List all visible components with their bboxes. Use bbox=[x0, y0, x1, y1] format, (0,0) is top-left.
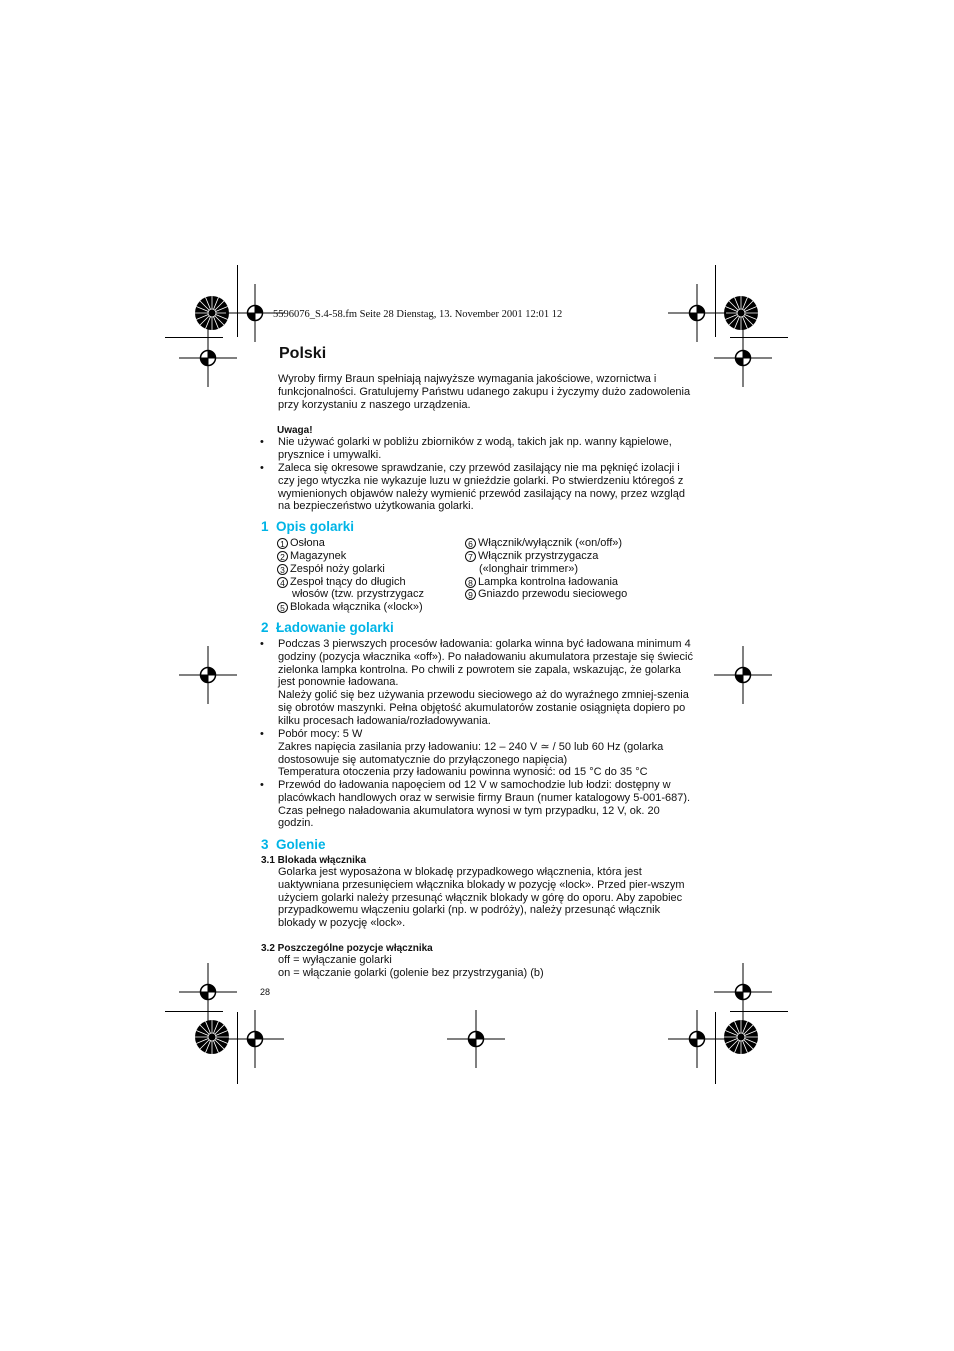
warning-item-2: Zaleca się okresowe sprawdzanie, czy przewód zasilający nie ma pęknięć izolacji i czy jego wtyczka nie wykazuje luzu w gnieździe golarki. Po stwierdzeniu któregoś z wymienionych objawów należy wymienić przewód zasilający na nowy, przez wzgląd na bezpieczeństwo użytkowania golarki. bbox=[278, 462, 685, 513]
list-item: 9 Gniazdo przewodu sieciowego bbox=[465, 588, 627, 601]
section-title: Opis golarki bbox=[276, 519, 355, 534]
page-title: Polski bbox=[279, 345, 327, 362]
bullet-marker: • bbox=[260, 462, 264, 474]
number-circle-icon: 4 bbox=[277, 577, 288, 588]
list-item: 7 Włącznik przystrzygacza bbox=[465, 550, 598, 563]
bullet-marker: • bbox=[260, 638, 264, 650]
file-header: 5596076_S.4-58.fm Seite 28 Dienstag, 13. November 2001 12:01 12 bbox=[273, 309, 563, 320]
number-circle-icon: 8 bbox=[465, 577, 476, 588]
bullet-marker: • bbox=[260, 436, 264, 448]
section-title: Golenie bbox=[276, 837, 326, 852]
section-3-heading bbox=[261, 837, 326, 852]
intro-paragraph: Wyroby firmy Braun spełniają najwyższe wymagania jakościowe, wzornictwa i funkcjonalności. Gratulujemy Państwu udanego zakupu i życzymy dużo zadowolenia przy korzystaniu z naszego urządzenia. bbox=[278, 373, 691, 411]
list-item: 5 Blokada włącznika («lock») bbox=[277, 601, 423, 614]
list-item: 4 Zespoł tnący do długich bbox=[277, 576, 406, 589]
number-circle-icon: 9 bbox=[465, 589, 476, 600]
switch-position-on: on = włączanie golarki (golenie bez przystrzygania) (b) bbox=[278, 967, 544, 979]
section-2-heading bbox=[261, 620, 394, 635]
charging-item-1: Podczas 3 pierwszych procesów ładowania: golarka winna być ładowana minimum 4 godziny (pozycja włacznika «off»). Po naładowaniu akumulatora przestaje się świecić zielonka lampka kontrolna. Po chwili z powrotem sie zapala, wskazując, że golarka jest ponownie ładowana. bbox=[278, 638, 693, 689]
section-1-heading bbox=[261, 519, 354, 534]
section-title: Ładowanie golarki bbox=[276, 620, 394, 635]
warning-item-1: Nie używać golarki w pobliżu zbiorników z wodą, takich jak np. wanny kąpielowe, prysznice i umywalki. bbox=[278, 436, 672, 461]
bullet-marker: • bbox=[260, 779, 264, 791]
charging-voltage: Zakres napięcia zasilania przy ładowaniu: 12 – 240 V ≃ / 50 lub 60 Hz (golarka dostosowuje się automatycznie do przyłączonego napięcia) bbox=[278, 741, 664, 766]
list-item: 3 Zespół noży golarki bbox=[277, 563, 385, 576]
number-circle-icon: 6 bbox=[465, 538, 476, 549]
number-circle-icon: 3 bbox=[277, 564, 288, 575]
page-number: 28 bbox=[260, 987, 271, 997]
bullet-marker: • bbox=[260, 728, 264, 740]
list-item: 8 Lampka kontrolna ładowania bbox=[465, 576, 618, 589]
section-number: 2 bbox=[261, 620, 269, 635]
subsection-3-2-title: 3.2 Poszczególne pozycje włącznika bbox=[261, 943, 433, 954]
number-circle-icon: 7 bbox=[465, 551, 476, 562]
charging-item-1-note: Należy golić się bez używania przewodu sieciowego aż do wyraźnego zmniej-szenia się obrotów maszynki. Pełna objętość akumulatorów zostanie osiągnięta dopiero po kilku procesach ładowania/rozładowywania. bbox=[278, 689, 689, 727]
charging-temperature: Temperatura otoczenia przy ładowaniu powinna wynosić: od 15 °C do 35 °C bbox=[278, 766, 648, 778]
list-item: 6 Włącznik/wyłącznik («on/off») bbox=[465, 537, 622, 550]
number-circle-icon: 1 bbox=[277, 538, 288, 549]
warning-heading: Uwaga! bbox=[277, 425, 313, 436]
number-circle-icon: 2 bbox=[277, 551, 288, 562]
list-item: 1 Osłona bbox=[277, 537, 325, 550]
list-item: 2 Magazynek bbox=[277, 550, 346, 563]
switch-position-off: off = wyłączanie golarki bbox=[278, 954, 392, 966]
list-item-continuation: («longhair trimmer») bbox=[479, 563, 579, 575]
charging-item-3: Przewód do ładowania napoęciem od 12 V w samochodzie lub łodzi: dostępny w placówkach handlowych oraz w serwisie firmy Braun (numer katalogowy 5-001-687). Czas pełnego naładowania akumulatora wynosi w tym przypadku, 12 V, ok. 20 godzin. bbox=[278, 779, 691, 830]
section-number: 3 bbox=[261, 837, 269, 852]
charging-item-2: Pobór mocy: 5 W bbox=[278, 728, 363, 740]
number-circle-icon: 5 bbox=[277, 602, 288, 613]
subsection-3-1-title: 3.1 Blokada włącznika bbox=[261, 855, 367, 866]
subsection-3-1-text: Golarka jest wyposażona w blokadę przypadkowego włącznenia, która jest uaktywniana przesunięciem włącznika blokady w pozycję «lock». Przed pier-wszym użyciem golarki należy przesunąć włącznik blokady w górę do oporu. Aby zapobiec przypadkowemu włączeniu golarki (np. w podróży), należy przesunąć włącznik blokady w pozycję «lock». bbox=[278, 866, 685, 930]
section-number: 1 bbox=[261, 519, 269, 534]
list-item-continuation: włosów (tzw. przystrzygacz bbox=[292, 588, 425, 600]
